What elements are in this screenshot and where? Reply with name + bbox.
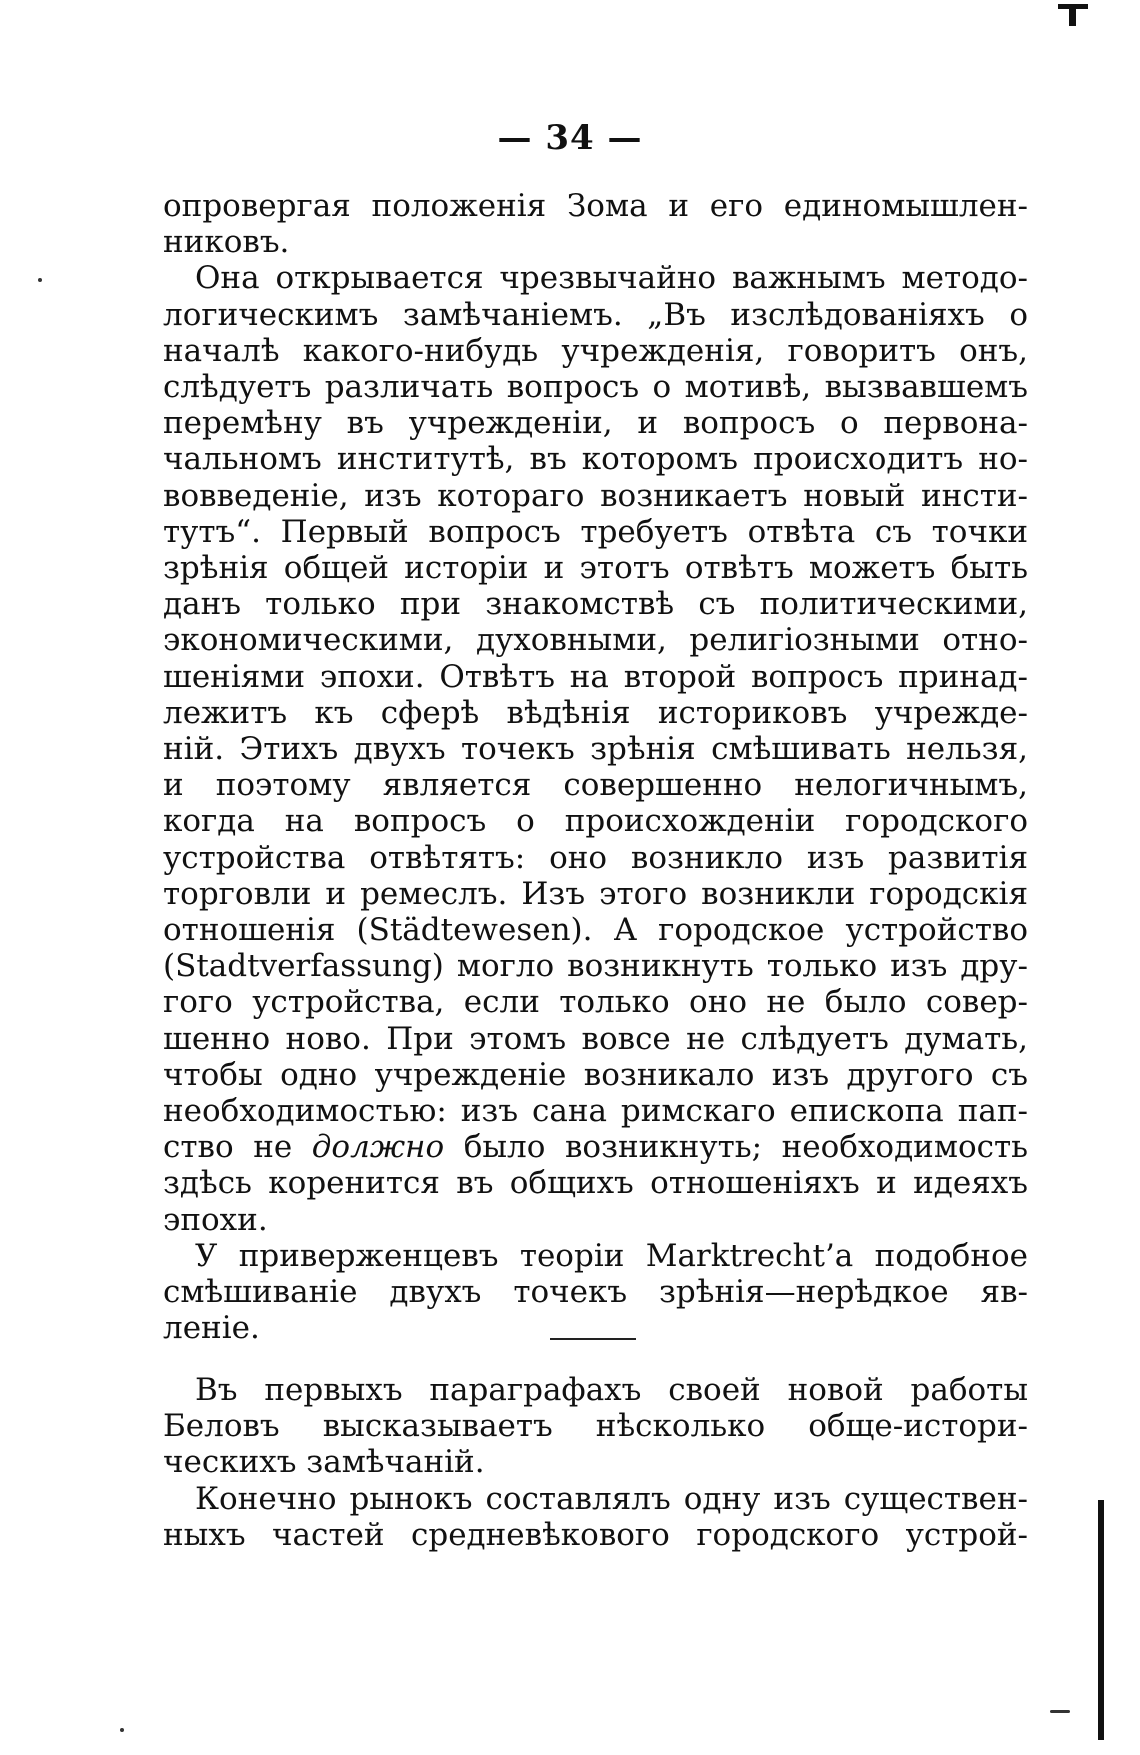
scan-edge-mark (1098, 1500, 1104, 1740)
text-segment: было возникнуть; необходимость (444, 1129, 1028, 1166)
text-line: здѣсь коренится въ общихъ отношеніяхъ и идеяхъ (163, 1165, 1028, 1202)
scan-corner-mark (1058, 0, 1088, 26)
text-line: необходимостью: изъ сана римскаго епископа пап- (163, 1093, 1028, 1130)
text-line: гого устройства, если только оно не было совер- (163, 984, 1028, 1021)
text-line: ческихъ замѣчаній. (163, 1444, 485, 1481)
text-line: экономическими, духовными, религіозными отно- (163, 622, 1028, 659)
text-line: торговли и ремеслъ. Изъ этого возникли городскія (163, 875, 1028, 912)
paragraph (163, 188, 1028, 260)
text-line: ній. Этихъ двухъ точекъ зрѣнія смѣшивать нельзя, (163, 731, 1028, 768)
text-line: вовведеніе, изъ котораго возникаетъ новый инсти- (163, 477, 1028, 514)
text-line: данъ только при знакомствѣ съ политическими, (163, 586, 1028, 623)
text-line: Конечно рынокъ составлялъ одну изъ существен- (195, 1480, 1028, 1517)
scan-speck (38, 278, 42, 282)
text-line: смѣшиваніе двухъ точекъ зрѣнія—нерѣдкое яв- (163, 1274, 1028, 1311)
scan-speck (120, 1728, 124, 1732)
italic-word: должно (311, 1129, 445, 1166)
text-line: У приверженцевъ теоріи Marktrecht’а подобное (195, 1237, 1028, 1274)
text-line: логическимъ замѣчаніемъ. „Въ изслѣдованіяхъ о (163, 296, 1028, 333)
text-line: эпохи. (163, 1201, 268, 1238)
body-text (163, 188, 1028, 1347)
section-divider (550, 1338, 636, 1340)
paragraph (163, 1481, 1028, 1553)
text-line: устройства отвѣтятъ: оно возникло изъ развитія (163, 839, 1028, 876)
text-line: когда на вопросъ о происхожденіи городского (163, 803, 1028, 840)
text-line: опровергая положенія Зома и его единомышлен- (163, 188, 1028, 224)
paragraph (163, 1238, 1028, 1347)
body-text-section-2 (163, 1372, 1028, 1553)
text-line: никовъ. (163, 224, 290, 261)
text-line: Въ первыхъ параграфахъ своей новой работы (195, 1372, 1028, 1408)
text-line: Беловъ высказываетъ нѣсколько обще-истори- (163, 1408, 1028, 1445)
text-line-with-italic (163, 1129, 1028, 1165)
text-line: слѣдуетъ различать вопросъ о мотивѣ, вызвавшемъ (163, 369, 1028, 406)
page-number: — 34 — (497, 118, 643, 158)
text-line: началѣ какого-нибудь учрежденія, говоритъ онъ, (163, 332, 1028, 369)
paragraph (163, 260, 1028, 1237)
text-segment: ство не (163, 1129, 312, 1166)
text-line: шенно ново. При этомъ вовсе не слѣдуетъ думать, (163, 1020, 1028, 1057)
text-line: тутъ“. Первый вопросъ требуетъ отвѣта съ точки (163, 513, 1028, 550)
text-line: перемѣну въ учрежденіи, и вопросъ о первона- (163, 405, 1028, 442)
text-line: лежитъ къ сферѣ вѣдѣнія историковъ учрежде- (163, 694, 1028, 731)
text-line: шеніями эпохи. Отвѣтъ на второй вопросъ принад- (163, 658, 1028, 695)
text-line: ныхъ частей средневѣкового городского устрой- (163, 1516, 1028, 1553)
text-line: леніе. (163, 1310, 260, 1347)
text-line: и поэтому является совершенно нелогичнымъ, (163, 767, 1028, 804)
paragraph (163, 1372, 1028, 1481)
scan-speck (1050, 1710, 1070, 1713)
text-line: Она открывается чрезвычайно важнымъ методо- (195, 260, 1028, 297)
text-line: чальномъ институтѣ, въ которомъ происходитъ но- (163, 441, 1028, 478)
text-line: (Stadtverfassung) могло возникнуть только изъ дру- (163, 948, 1028, 985)
text-line: зрѣнія общей исторіи и этотъ отвѣтъ можетъ быть (163, 550, 1028, 587)
text-line: отношенія (Städtewesen). А городское устройство (163, 912, 1028, 949)
text-line: чтобы одно учрежденіе возникало изъ другого съ (163, 1056, 1028, 1093)
